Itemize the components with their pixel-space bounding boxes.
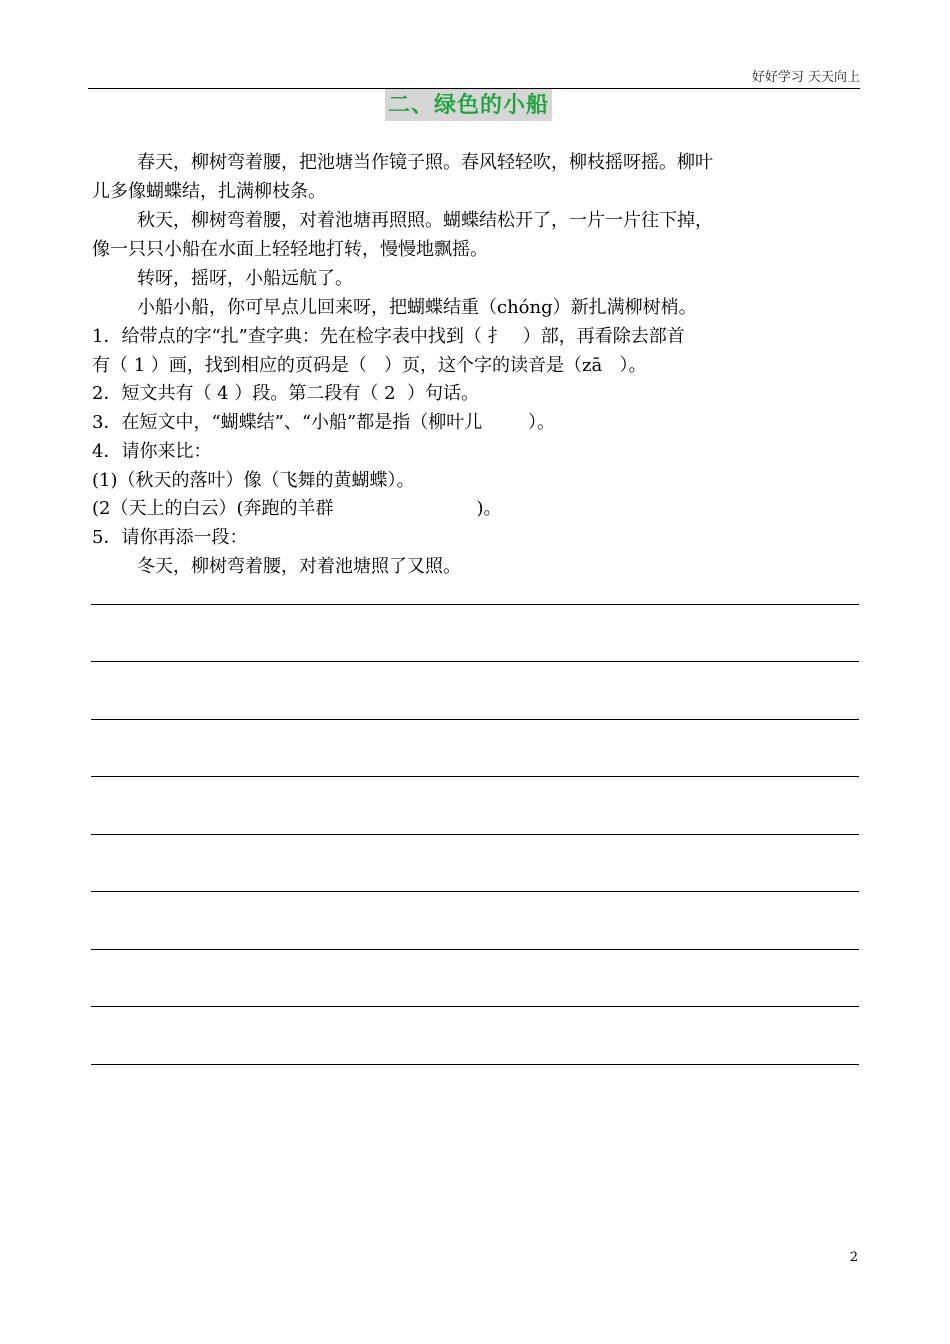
writing-line[interactable] bbox=[91, 834, 859, 835]
writing-line[interactable] bbox=[91, 604, 859, 605]
question-line: 1．给带点的字“扎”查字典：先在检字表中找到（ 扌 ）部，再看除去部首 bbox=[92, 326, 685, 347]
writing-line[interactable] bbox=[91, 776, 859, 777]
question-line: 冬天，柳树弯着腰，对着池塘照了又照。 bbox=[137, 556, 461, 577]
page-title: 二、绿色的小船 bbox=[385, 89, 552, 121]
page-number: 2 bbox=[849, 1250, 858, 1265]
writing-line[interactable] bbox=[91, 661, 859, 662]
paragraph-line: 春天，柳树弯着腰，把池塘当作镜子照。春风轻轻吹，柳枝摇呀摇。柳叶 bbox=[137, 152, 713, 173]
question-line: 3．在短文中，“蝴蝶结”、“小船”都是指（柳叶儿 ）。 bbox=[92, 412, 556, 433]
writing-line[interactable] bbox=[91, 949, 859, 950]
question-line: (2（天上的白云）(奔跑的羊群 )。 bbox=[92, 498, 502, 519]
question-line: 4．请你来比： bbox=[92, 441, 212, 462]
paragraph-line: 像一只只小船在水面上轻轻地打转，慢慢地飘摇。 bbox=[92, 239, 488, 260]
paragraph-line: 转呀，摇呀，小船远航了。 bbox=[137, 268, 353, 289]
question-line: (1)（秋天的落叶）像（飞舞的黄蝴蝶）。 bbox=[92, 470, 415, 491]
writing-line[interactable] bbox=[91, 891, 859, 892]
paragraph-line: 儿多像蝴蝶结，扎满柳枝条。 bbox=[92, 181, 326, 202]
header-motto: 好好学习 天天向上 bbox=[751, 70, 860, 85]
question-line: 有（ 1 ）画，找到相应的页码是（ ）页，这个字的读音是（zā ）。 bbox=[92, 355, 647, 376]
writing-line[interactable] bbox=[91, 1064, 859, 1065]
question-line: 2．短文共有（ 4 ）段。第二段有（ 2 ）句话。 bbox=[92, 383, 479, 404]
writing-line[interactable] bbox=[91, 1006, 859, 1007]
writing-line[interactable] bbox=[91, 719, 859, 720]
paragraph-line: 秋天，柳树弯着腰，对着池塘再照照。蝴蝶结松开了，一片一片往下掉， bbox=[137, 210, 713, 231]
question-line: 5．请你再添一段： bbox=[92, 527, 248, 548]
paragraph-line: 小船小船，你可早点儿回来呀，把蝴蝶结重（chóng）新扎满柳树梢。 bbox=[137, 297, 697, 318]
